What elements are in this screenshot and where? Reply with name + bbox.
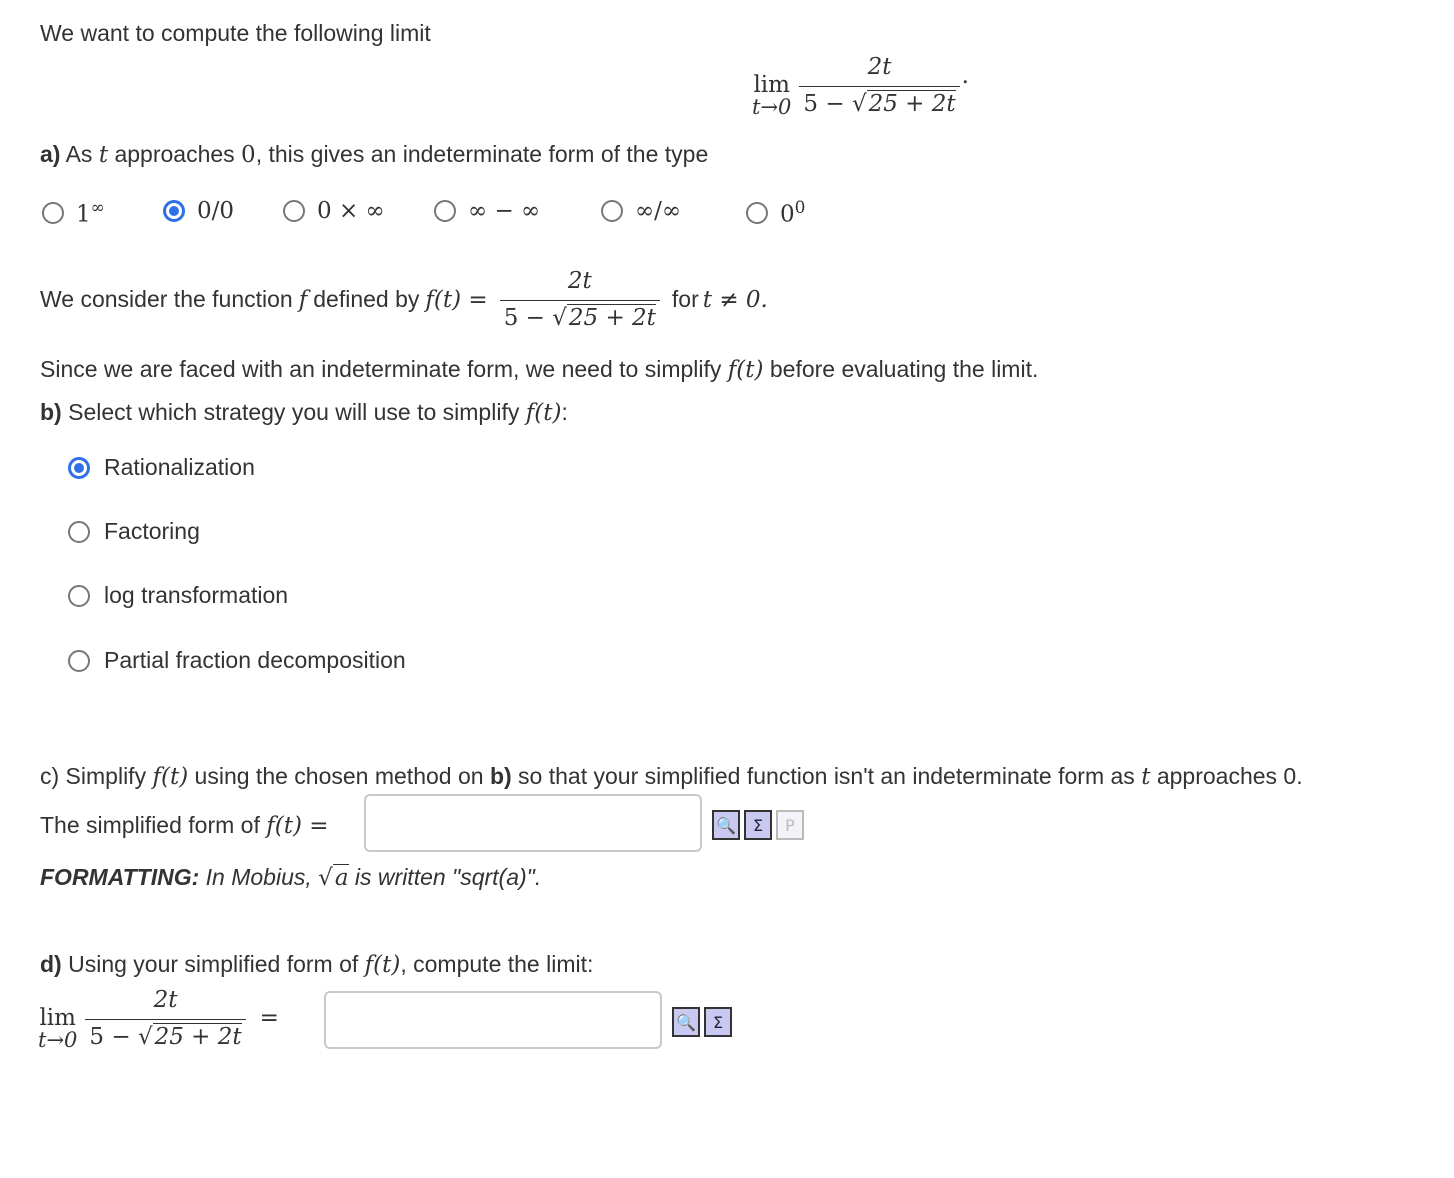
- function-definition: We consider the function f defined by f(t) = $\frac{2t}{5 - √25 + 2t}$ for t ≠ 0.: [40, 268, 768, 331]
- part-c-question: c) Simplify f(t) using the chosen method on b) so that your simplified function isn't an indeterminate form as t approaches 0.: [40, 763, 1303, 790]
- option-b-partial-fraction[interactable]: Partial fraction decomposition: [68, 647, 406, 674]
- part-a-question: a) As t approaches 0, this gives an indeterminate form of the type: [40, 141, 709, 168]
- plot-icon[interactable]: P: [776, 810, 804, 840]
- simplified-form-input[interactable]: [364, 794, 702, 852]
- radio-inf-minus-inf[interactable]: [434, 200, 456, 222]
- option-a-0-pow-0[interactable]: $0^0$: [746, 198, 805, 228]
- simplified-form-label: The simplified form of f(t) =: [40, 812, 329, 839]
- option-a-inf-over-inf[interactable]: ∞/∞: [601, 198, 681, 224]
- part-b-question: b) Select which strategy you will use to simplify f(t):: [40, 399, 568, 426]
- radio-1-inf[interactable]: [42, 202, 64, 224]
- option-a-0-times-inf[interactable]: 0 × ∞: [283, 198, 385, 224]
- option-b-factoring[interactable]: Factoring: [68, 518, 200, 545]
- limit-sqrt: 25 + 2t: [868, 90, 956, 117]
- part-d-limit: lim t→0 $\frac{2t}{5 - √25 + 2t}$ =: [38, 986, 279, 1052]
- radio-log-transformation[interactable]: [68, 585, 90, 607]
- limit-period: .: [961, 63, 969, 89]
- option-a-inf-minus-inf[interactable]: ∞ − ∞: [434, 198, 540, 224]
- option-a-0-over-0[interactable]: 0/0: [163, 198, 234, 224]
- function-fraction: $\frac{2t}{5 - √25 + 2t}$: [500, 268, 660, 331]
- radio-0-pow-0[interactable]: [746, 202, 768, 224]
- equation-editor-icon-d[interactable]: Σ: [704, 1007, 732, 1037]
- radio-rationalization[interactable]: [68, 457, 90, 479]
- lim-label: lim: [753, 72, 790, 98]
- formatting-note: FORMATTING: In Mobius, √a is written "sqrt(a)".: [40, 864, 542, 891]
- preview-icon[interactable]: 🔍: [712, 810, 740, 840]
- radio-0-over-0[interactable]: [163, 200, 185, 222]
- limit-answer-input[interactable]: [324, 991, 662, 1049]
- part-d-question: d) Using your simplified form of f(t), compute the limit:: [40, 951, 594, 978]
- option-b-log-transformation[interactable]: log transformation: [68, 582, 288, 609]
- intro-text: We want to compute the following limit: [40, 20, 431, 46]
- radio-factoring[interactable]: [68, 521, 90, 543]
- radio-partial-fraction[interactable]: [68, 650, 90, 672]
- limit-denominator: 5 − √25 + 2t: [799, 86, 959, 117]
- option-a-1-inf[interactable]: 1∞: [42, 198, 105, 228]
- equation-editor-icon[interactable]: Σ: [744, 810, 772, 840]
- limit-numerator: 2t: [867, 53, 892, 80]
- radio-0-times-inf[interactable]: [283, 200, 305, 222]
- lim-subscript: t→0: [752, 95, 792, 119]
- radio-inf-over-inf[interactable]: [601, 200, 623, 222]
- since-text: Since we are faced with an indeterminate form, we need to simplify f(t) before evaluating the limit.: [40, 356, 1039, 383]
- limit-fraction: [799, 54, 959, 117]
- limit-expression: [752, 52, 969, 118]
- option-b-rationalization[interactable]: Rationalization: [68, 454, 255, 481]
- preview-icon-d[interactable]: 🔍: [672, 1007, 700, 1037]
